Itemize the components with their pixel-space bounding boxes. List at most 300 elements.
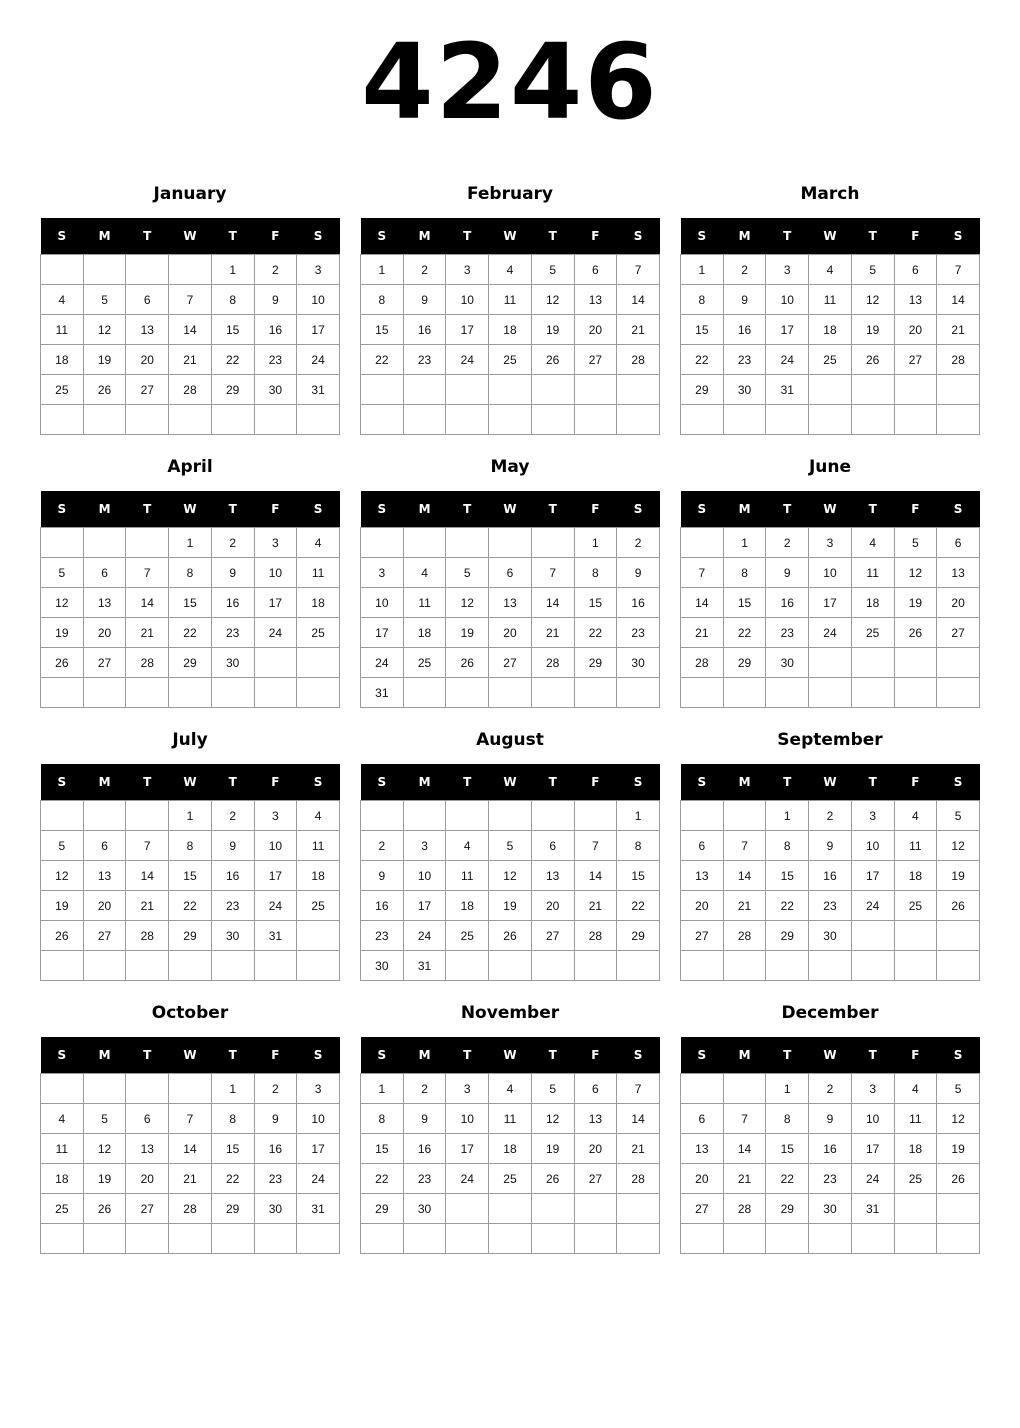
day-cell[interactable]: 4 xyxy=(297,801,340,831)
day-cell[interactable] xyxy=(489,801,532,831)
day-cell[interactable] xyxy=(531,528,574,558)
day-cell[interactable]: 8 xyxy=(211,1104,254,1134)
day-cell[interactable] xyxy=(894,648,937,678)
day-cell[interactable]: 9 xyxy=(254,1104,297,1134)
day-cell[interactable]: 8 xyxy=(574,558,617,588)
day-cell[interactable] xyxy=(937,678,980,708)
day-cell[interactable]: 8 xyxy=(766,1104,809,1134)
day-cell[interactable] xyxy=(297,1224,340,1254)
day-cell[interactable] xyxy=(937,648,980,678)
day-cell[interactable]: 2 xyxy=(211,801,254,831)
day-cell[interactable]: 24 xyxy=(446,1164,489,1194)
day-cell[interactable] xyxy=(446,405,489,435)
day-cell[interactable]: 2 xyxy=(361,831,404,861)
day-cell[interactable]: 15 xyxy=(361,315,404,345)
day-cell[interactable] xyxy=(531,375,574,405)
day-cell[interactable]: 22 xyxy=(766,891,809,921)
day-cell[interactable]: 21 xyxy=(617,1134,660,1164)
day-cell[interactable]: 4 xyxy=(403,558,446,588)
day-cell[interactable]: 20 xyxy=(681,1164,724,1194)
day-cell[interactable]: 16 xyxy=(254,1134,297,1164)
day-cell[interactable]: 1 xyxy=(211,255,254,285)
day-cell[interactable]: 19 xyxy=(489,891,532,921)
day-cell[interactable]: 25 xyxy=(894,1164,937,1194)
day-cell[interactable]: 5 xyxy=(41,558,84,588)
day-cell[interactable] xyxy=(681,951,724,981)
day-cell[interactable]: 19 xyxy=(531,315,574,345)
day-cell[interactable]: 16 xyxy=(617,588,660,618)
day-cell[interactable] xyxy=(531,678,574,708)
day-cell[interactable]: 12 xyxy=(41,588,84,618)
day-cell[interactable]: 16 xyxy=(766,588,809,618)
day-cell[interactable]: 15 xyxy=(617,861,660,891)
day-cell[interactable]: 28 xyxy=(617,345,660,375)
day-cell[interactable] xyxy=(531,801,574,831)
day-cell[interactable] xyxy=(809,648,852,678)
day-cell[interactable]: 7 xyxy=(937,255,980,285)
day-cell[interactable]: 9 xyxy=(361,861,404,891)
day-cell[interactable]: 31 xyxy=(403,951,446,981)
day-cell[interactable]: 21 xyxy=(126,618,169,648)
day-cell[interactable]: 22 xyxy=(617,891,660,921)
day-cell[interactable] xyxy=(83,801,126,831)
day-cell[interactable]: 11 xyxy=(41,315,84,345)
day-cell[interactable]: 3 xyxy=(403,831,446,861)
day-cell[interactable]: 31 xyxy=(297,1194,340,1224)
day-cell[interactable] xyxy=(574,951,617,981)
day-cell[interactable]: 26 xyxy=(41,921,84,951)
day-cell[interactable] xyxy=(169,1074,212,1104)
day-cell[interactable]: 26 xyxy=(851,345,894,375)
day-cell[interactable]: 2 xyxy=(766,528,809,558)
day-cell[interactable] xyxy=(403,375,446,405)
day-cell[interactable]: 6 xyxy=(937,528,980,558)
day-cell[interactable]: 30 xyxy=(809,921,852,951)
day-cell[interactable]: 27 xyxy=(681,1194,724,1224)
day-cell[interactable]: 29 xyxy=(169,921,212,951)
day-cell[interactable]: 25 xyxy=(489,1164,532,1194)
day-cell[interactable]: 15 xyxy=(723,588,766,618)
day-cell[interactable]: 2 xyxy=(617,528,660,558)
day-cell[interactable]: 28 xyxy=(723,1194,766,1224)
day-cell[interactable] xyxy=(41,678,84,708)
day-cell[interactable]: 21 xyxy=(681,618,724,648)
day-cell[interactable]: 30 xyxy=(723,375,766,405)
day-cell[interactable]: 23 xyxy=(617,618,660,648)
day-cell[interactable]: 15 xyxy=(681,315,724,345)
day-cell[interactable]: 17 xyxy=(446,1134,489,1164)
day-cell[interactable]: 12 xyxy=(83,315,126,345)
day-cell[interactable]: 27 xyxy=(83,648,126,678)
day-cell[interactable]: 26 xyxy=(894,618,937,648)
day-cell[interactable] xyxy=(83,678,126,708)
day-cell[interactable]: 19 xyxy=(851,315,894,345)
day-cell[interactable]: 24 xyxy=(809,618,852,648)
day-cell[interactable] xyxy=(723,1074,766,1104)
day-cell[interactable]: 24 xyxy=(446,345,489,375)
day-cell[interactable]: 28 xyxy=(169,1194,212,1224)
day-cell[interactable]: 3 xyxy=(254,801,297,831)
day-cell[interactable]: 21 xyxy=(126,891,169,921)
day-cell[interactable]: 12 xyxy=(83,1134,126,1164)
day-cell[interactable]: 17 xyxy=(297,1134,340,1164)
day-cell[interactable]: 20 xyxy=(574,315,617,345)
day-cell[interactable] xyxy=(254,648,297,678)
day-cell[interactable] xyxy=(531,1224,574,1254)
day-cell[interactable]: 21 xyxy=(617,315,660,345)
day-cell[interactable]: 1 xyxy=(211,1074,254,1104)
day-cell[interactable]: 1 xyxy=(574,528,617,558)
day-cell[interactable]: 6 xyxy=(574,1074,617,1104)
day-cell[interactable]: 4 xyxy=(489,1074,532,1104)
day-cell[interactable]: 14 xyxy=(574,861,617,891)
day-cell[interactable] xyxy=(723,801,766,831)
day-cell[interactable]: 20 xyxy=(126,345,169,375)
day-cell[interactable]: 14 xyxy=(126,588,169,618)
day-cell[interactable]: 5 xyxy=(937,1074,980,1104)
day-cell[interactable] xyxy=(617,405,660,435)
day-cell[interactable] xyxy=(41,405,84,435)
day-cell[interactable]: 9 xyxy=(809,1104,852,1134)
day-cell[interactable] xyxy=(126,255,169,285)
day-cell[interactable] xyxy=(126,1074,169,1104)
day-cell[interactable]: 24 xyxy=(297,345,340,375)
day-cell[interactable]: 23 xyxy=(403,1164,446,1194)
day-cell[interactable]: 25 xyxy=(41,1194,84,1224)
day-cell[interactable]: 4 xyxy=(41,1104,84,1134)
day-cell[interactable]: 10 xyxy=(446,285,489,315)
day-cell[interactable]: 12 xyxy=(937,831,980,861)
day-cell[interactable]: 22 xyxy=(169,891,212,921)
day-cell[interactable] xyxy=(126,405,169,435)
day-cell[interactable]: 6 xyxy=(126,285,169,315)
day-cell[interactable]: 7 xyxy=(169,1104,212,1134)
day-cell[interactable] xyxy=(489,405,532,435)
day-cell[interactable]: 12 xyxy=(446,588,489,618)
day-cell[interactable]: 27 xyxy=(574,1164,617,1194)
day-cell[interactable] xyxy=(169,951,212,981)
day-cell[interactable] xyxy=(851,951,894,981)
day-cell[interactable]: 23 xyxy=(254,345,297,375)
day-cell[interactable]: 5 xyxy=(489,831,532,861)
day-cell[interactable] xyxy=(446,1194,489,1224)
day-cell[interactable]: 2 xyxy=(254,255,297,285)
day-cell[interactable] xyxy=(41,801,84,831)
day-cell[interactable] xyxy=(809,375,852,405)
day-cell[interactable] xyxy=(723,951,766,981)
day-cell[interactable]: 24 xyxy=(361,648,404,678)
day-cell[interactable]: 13 xyxy=(531,861,574,891)
day-cell[interactable]: 29 xyxy=(723,648,766,678)
day-cell[interactable]: 1 xyxy=(766,1074,809,1104)
day-cell[interactable] xyxy=(809,405,852,435)
day-cell[interactable] xyxy=(211,1224,254,1254)
day-cell[interactable] xyxy=(809,678,852,708)
day-cell[interactable] xyxy=(254,405,297,435)
day-cell[interactable]: 28 xyxy=(126,921,169,951)
day-cell[interactable]: 10 xyxy=(446,1104,489,1134)
day-cell[interactable] xyxy=(297,951,340,981)
day-cell[interactable]: 21 xyxy=(169,1164,212,1194)
day-cell[interactable] xyxy=(766,405,809,435)
day-cell[interactable]: 7 xyxy=(169,285,212,315)
day-cell[interactable]: 18 xyxy=(809,315,852,345)
day-cell[interactable] xyxy=(894,951,937,981)
day-cell[interactable]: 27 xyxy=(574,345,617,375)
day-cell[interactable]: 28 xyxy=(169,375,212,405)
day-cell[interactable]: 22 xyxy=(681,345,724,375)
day-cell[interactable] xyxy=(681,1074,724,1104)
day-cell[interactable] xyxy=(937,951,980,981)
day-cell[interactable] xyxy=(446,528,489,558)
day-cell[interactable]: 24 xyxy=(766,345,809,375)
day-cell[interactable]: 21 xyxy=(723,1164,766,1194)
day-cell[interactable]: 26 xyxy=(531,345,574,375)
day-cell[interactable]: 20 xyxy=(894,315,937,345)
day-cell[interactable]: 18 xyxy=(851,588,894,618)
day-cell[interactable]: 13 xyxy=(937,558,980,588)
day-cell[interactable]: 2 xyxy=(211,528,254,558)
day-cell[interactable]: 20 xyxy=(531,891,574,921)
day-cell[interactable] xyxy=(617,375,660,405)
day-cell[interactable]: 31 xyxy=(254,921,297,951)
day-cell[interactable]: 21 xyxy=(531,618,574,648)
day-cell[interactable]: 24 xyxy=(851,891,894,921)
day-cell[interactable] xyxy=(574,1224,617,1254)
day-cell[interactable] xyxy=(851,405,894,435)
day-cell[interactable]: 26 xyxy=(41,648,84,678)
day-cell[interactable]: 29 xyxy=(766,1194,809,1224)
day-cell[interactable] xyxy=(937,375,980,405)
day-cell[interactable]: 4 xyxy=(41,285,84,315)
day-cell[interactable]: 17 xyxy=(809,588,852,618)
day-cell[interactable] xyxy=(531,951,574,981)
day-cell[interactable]: 11 xyxy=(809,285,852,315)
day-cell[interactable]: 11 xyxy=(851,558,894,588)
day-cell[interactable]: 26 xyxy=(83,375,126,405)
day-cell[interactable]: 29 xyxy=(617,921,660,951)
day-cell[interactable]: 24 xyxy=(403,921,446,951)
day-cell[interactable] xyxy=(723,678,766,708)
day-cell[interactable]: 19 xyxy=(41,891,84,921)
day-cell[interactable]: 2 xyxy=(403,1074,446,1104)
day-cell[interactable]: 11 xyxy=(41,1134,84,1164)
day-cell[interactable] xyxy=(126,528,169,558)
day-cell[interactable]: 1 xyxy=(361,1074,404,1104)
day-cell[interactable]: 9 xyxy=(403,285,446,315)
day-cell[interactable] xyxy=(489,1194,532,1224)
day-cell[interactable] xyxy=(446,678,489,708)
day-cell[interactable]: 21 xyxy=(723,891,766,921)
day-cell[interactable]: 24 xyxy=(851,1164,894,1194)
day-cell[interactable]: 14 xyxy=(169,1134,212,1164)
day-cell[interactable]: 25 xyxy=(297,618,340,648)
day-cell[interactable]: 30 xyxy=(617,648,660,678)
day-cell[interactable]: 7 xyxy=(617,255,660,285)
day-cell[interactable]: 7 xyxy=(681,558,724,588)
day-cell[interactable]: 13 xyxy=(126,1134,169,1164)
day-cell[interactable]: 12 xyxy=(531,1104,574,1134)
day-cell[interactable]: 5 xyxy=(446,558,489,588)
day-cell[interactable] xyxy=(403,528,446,558)
day-cell[interactable] xyxy=(851,1224,894,1254)
day-cell[interactable]: 4 xyxy=(894,1074,937,1104)
day-cell[interactable]: 1 xyxy=(361,255,404,285)
day-cell[interactable]: 5 xyxy=(531,1074,574,1104)
day-cell[interactable]: 6 xyxy=(489,558,532,588)
day-cell[interactable]: 30 xyxy=(254,375,297,405)
day-cell[interactable]: 17 xyxy=(851,1134,894,1164)
day-cell[interactable] xyxy=(894,1224,937,1254)
day-cell[interactable] xyxy=(766,678,809,708)
day-cell[interactable]: 30 xyxy=(766,648,809,678)
day-cell[interactable] xyxy=(851,921,894,951)
day-cell[interactable]: 29 xyxy=(169,648,212,678)
day-cell[interactable] xyxy=(574,375,617,405)
day-cell[interactable] xyxy=(169,678,212,708)
day-cell[interactable]: 10 xyxy=(766,285,809,315)
day-cell[interactable]: 10 xyxy=(403,861,446,891)
day-cell[interactable]: 27 xyxy=(531,921,574,951)
day-cell[interactable]: 24 xyxy=(297,1164,340,1194)
day-cell[interactable]: 11 xyxy=(894,831,937,861)
day-cell[interactable] xyxy=(851,375,894,405)
day-cell[interactable]: 1 xyxy=(766,801,809,831)
day-cell[interactable]: 9 xyxy=(617,558,660,588)
day-cell[interactable]: 13 xyxy=(574,285,617,315)
day-cell[interactable] xyxy=(894,405,937,435)
day-cell[interactable] xyxy=(723,1224,766,1254)
day-cell[interactable]: 20 xyxy=(574,1134,617,1164)
day-cell[interactable] xyxy=(297,921,340,951)
day-cell[interactable]: 17 xyxy=(361,618,404,648)
day-cell[interactable] xyxy=(403,801,446,831)
day-cell[interactable]: 6 xyxy=(574,255,617,285)
day-cell[interactable]: 11 xyxy=(297,831,340,861)
day-cell[interactable]: 22 xyxy=(723,618,766,648)
day-cell[interactable] xyxy=(489,1224,532,1254)
day-cell[interactable]: 3 xyxy=(809,528,852,558)
day-cell[interactable]: 23 xyxy=(254,1164,297,1194)
day-cell[interactable]: 11 xyxy=(894,1104,937,1134)
day-cell[interactable]: 6 xyxy=(531,831,574,861)
day-cell[interactable]: 20 xyxy=(489,618,532,648)
day-cell[interactable]: 31 xyxy=(297,375,340,405)
day-cell[interactable] xyxy=(851,648,894,678)
day-cell[interactable]: 13 xyxy=(83,861,126,891)
day-cell[interactable]: 9 xyxy=(211,831,254,861)
day-cell[interactable] xyxy=(41,1074,84,1104)
day-cell[interactable]: 26 xyxy=(83,1194,126,1224)
day-cell[interactable]: 16 xyxy=(809,861,852,891)
day-cell[interactable]: 30 xyxy=(211,921,254,951)
day-cell[interactable]: 15 xyxy=(766,861,809,891)
day-cell[interactable]: 24 xyxy=(254,891,297,921)
day-cell[interactable] xyxy=(297,405,340,435)
day-cell[interactable]: 13 xyxy=(83,588,126,618)
day-cell[interactable]: 6 xyxy=(681,1104,724,1134)
day-cell[interactable]: 12 xyxy=(851,285,894,315)
day-cell[interactable] xyxy=(489,678,532,708)
day-cell[interactable]: 22 xyxy=(574,618,617,648)
day-cell[interactable]: 14 xyxy=(937,285,980,315)
day-cell[interactable]: 22 xyxy=(169,618,212,648)
day-cell[interactable]: 11 xyxy=(446,861,489,891)
day-cell[interactable]: 31 xyxy=(766,375,809,405)
day-cell[interactable] xyxy=(211,678,254,708)
day-cell[interactable]: 9 xyxy=(723,285,766,315)
day-cell[interactable] xyxy=(169,1224,212,1254)
day-cell[interactable] xyxy=(809,951,852,981)
day-cell[interactable] xyxy=(894,678,937,708)
day-cell[interactable]: 8 xyxy=(681,285,724,315)
day-cell[interactable]: 8 xyxy=(169,831,212,861)
day-cell[interactable]: 13 xyxy=(894,285,937,315)
day-cell[interactable]: 5 xyxy=(83,1104,126,1134)
day-cell[interactable]: 17 xyxy=(297,315,340,345)
day-cell[interactable] xyxy=(574,801,617,831)
day-cell[interactable] xyxy=(574,405,617,435)
day-cell[interactable] xyxy=(617,951,660,981)
day-cell[interactable]: 22 xyxy=(211,345,254,375)
day-cell[interactable]: 25 xyxy=(446,921,489,951)
day-cell[interactable]: 23 xyxy=(211,891,254,921)
day-cell[interactable]: 22 xyxy=(361,345,404,375)
day-cell[interactable]: 2 xyxy=(403,255,446,285)
day-cell[interactable]: 29 xyxy=(361,1194,404,1224)
day-cell[interactable]: 5 xyxy=(851,255,894,285)
day-cell[interactable]: 3 xyxy=(851,1074,894,1104)
day-cell[interactable] xyxy=(361,801,404,831)
day-cell[interactable] xyxy=(297,678,340,708)
day-cell[interactable]: 2 xyxy=(809,1074,852,1104)
day-cell[interactable]: 28 xyxy=(681,648,724,678)
day-cell[interactable]: 1 xyxy=(617,801,660,831)
day-cell[interactable] xyxy=(361,1224,404,1254)
day-cell[interactable] xyxy=(489,375,532,405)
day-cell[interactable]: 9 xyxy=(403,1104,446,1134)
day-cell[interactable]: 23 xyxy=(211,618,254,648)
day-cell[interactable]: 18 xyxy=(894,861,937,891)
day-cell[interactable] xyxy=(574,678,617,708)
day-cell[interactable]: 5 xyxy=(531,255,574,285)
day-cell[interactable]: 15 xyxy=(361,1134,404,1164)
day-cell[interactable]: 30 xyxy=(403,1194,446,1224)
day-cell[interactable]: 29 xyxy=(211,375,254,405)
day-cell[interactable] xyxy=(851,678,894,708)
day-cell[interactable]: 20 xyxy=(83,891,126,921)
day-cell[interactable]: 11 xyxy=(297,558,340,588)
day-cell[interactable]: 25 xyxy=(41,375,84,405)
day-cell[interactable]: 6 xyxy=(681,831,724,861)
day-cell[interactable]: 13 xyxy=(489,588,532,618)
day-cell[interactable]: 2 xyxy=(809,801,852,831)
day-cell[interactable]: 16 xyxy=(211,861,254,891)
day-cell[interactable]: 27 xyxy=(83,921,126,951)
day-cell[interactable] xyxy=(41,951,84,981)
day-cell[interactable] xyxy=(489,951,532,981)
day-cell[interactable]: 31 xyxy=(851,1194,894,1224)
day-cell[interactable]: 11 xyxy=(403,588,446,618)
day-cell[interactable] xyxy=(361,528,404,558)
day-cell[interactable] xyxy=(126,1224,169,1254)
day-cell[interactable]: 26 xyxy=(531,1164,574,1194)
day-cell[interactable]: 15 xyxy=(169,588,212,618)
day-cell[interactable]: 16 xyxy=(211,588,254,618)
day-cell[interactable]: 29 xyxy=(211,1194,254,1224)
day-cell[interactable]: 28 xyxy=(723,921,766,951)
day-cell[interactable]: 4 xyxy=(446,831,489,861)
